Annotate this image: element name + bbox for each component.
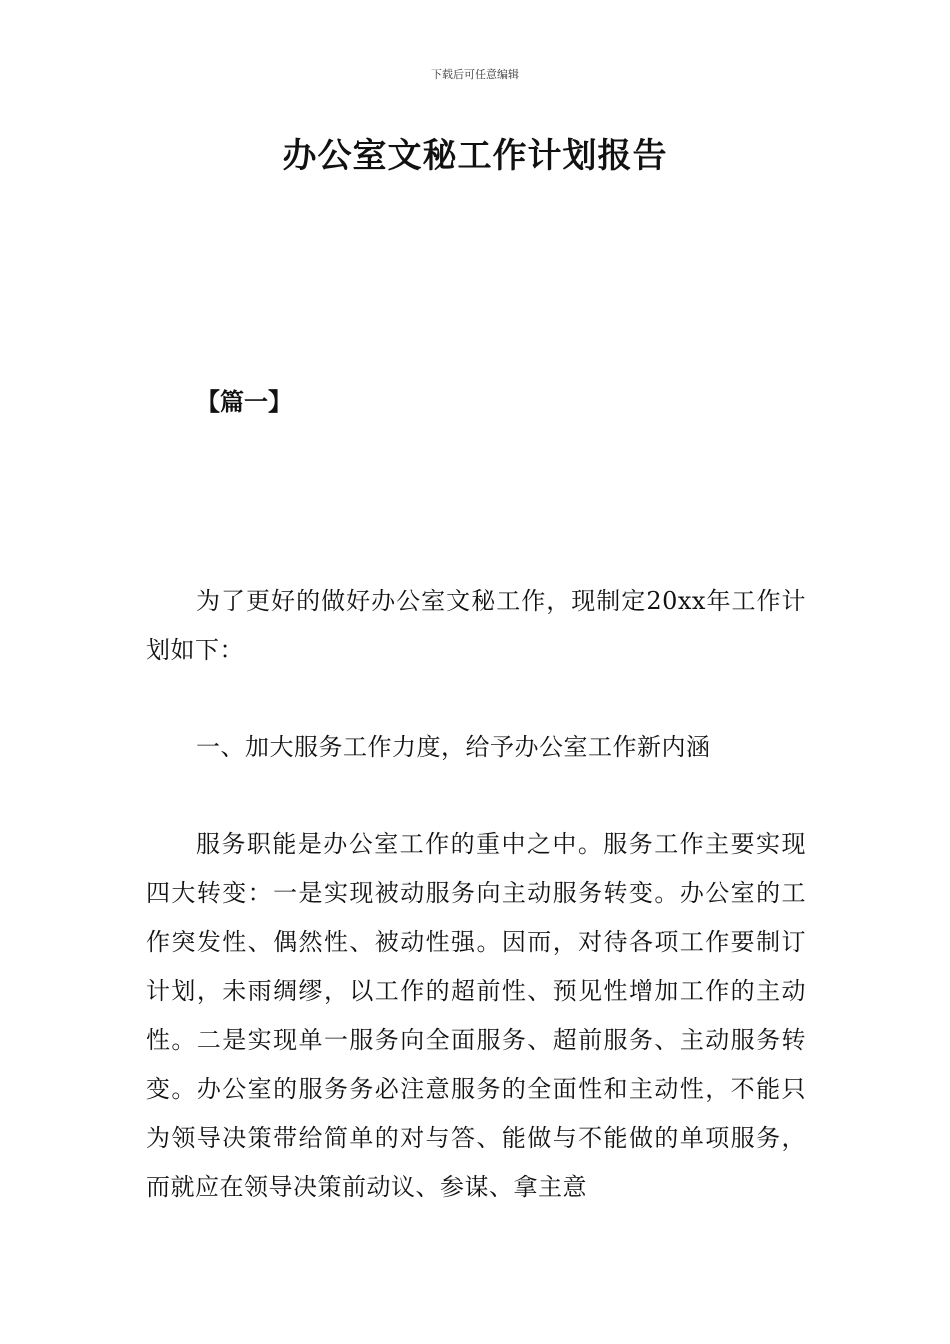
section-label: 【篇一】 (196, 388, 292, 416)
paragraph-heading-one: 一、加大服务工作力度，给予办公室工作新内涵 (196, 733, 711, 761)
paragraph-intro: 为了更好的做好办公室文秘工作，现制定20xx年工作计划如下： (146, 587, 806, 664)
header-note: 下载后可任意编辑 (431, 68, 519, 81)
paragraph-service-function: 服务职能是办公室工作的重中之中。服务工作主要实现四大转变：一是实现被动服务向主动服务转变。办公室的工作突发性、偶然性、被动性强。因而，对待各项工作要制订计划，未雨绸缪，以工作的超前性、预见性增加工作的主动性。二是实现单一服务向全面服务、超前服务、主动服务转变。办公室的服务务必注意服务的全面性和主动性，不能只为领导决策带给简单的对与答、能做与不能做的单项服务，而就应在领导决策前动议、参谋、拿主意 (146, 830, 806, 1201)
document-title: 办公室文秘工作计划报告 (282, 136, 668, 176)
